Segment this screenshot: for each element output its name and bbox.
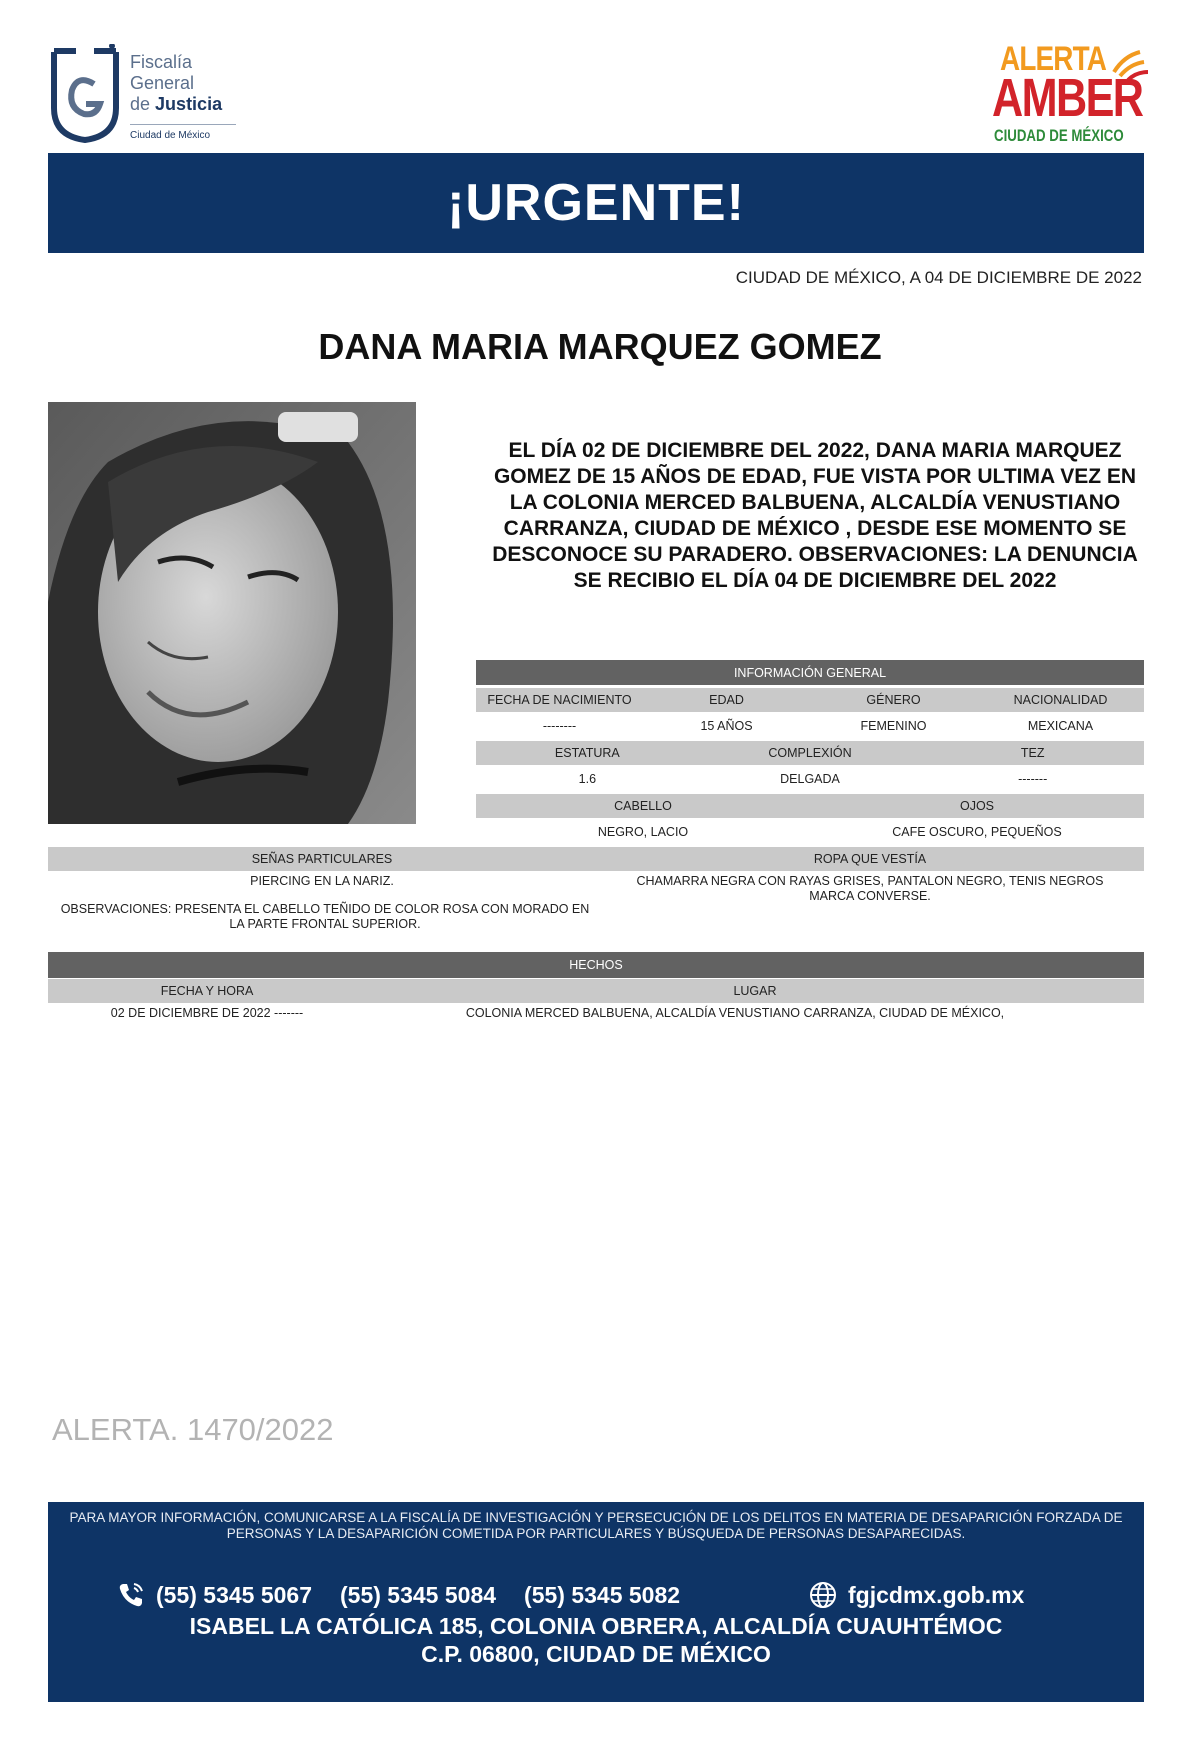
footer-phones xyxy=(116,1580,708,1610)
alert-number: ALERTA. 1470/2022 xyxy=(52,1412,334,1447)
fgj-logo-line3 xyxy=(130,94,222,115)
general-info-row1-values xyxy=(476,714,1144,738)
value-cabello: NEGRO, LACIO xyxy=(597,825,689,839)
header-senas-particulares: SEÑAS PARTICULARES xyxy=(251,852,393,866)
alerta-amber-logo xyxy=(990,40,1150,148)
phone-number-1[interactable]: (55) 5345 5067 xyxy=(156,1581,313,1608)
general-info-row1-headers xyxy=(476,688,1144,712)
general-info-header xyxy=(476,660,1144,685)
hechos-columns-row xyxy=(48,979,1144,1003)
value-edad: 15 AÑOS xyxy=(700,719,753,733)
fgj-emblem-icon xyxy=(48,44,122,144)
header-edad: EDAD xyxy=(709,693,744,707)
globe-icon xyxy=(808,1580,838,1610)
phone-number-2[interactable]: (55) 5345 5084 xyxy=(340,1581,497,1608)
footer-address xyxy=(48,1612,1144,1668)
hechos-values-row xyxy=(48,1003,1144,1023)
hechos-header xyxy=(48,952,1144,978)
fgj-logo-text xyxy=(130,52,222,115)
footer-info-text: PARA MAYOR INFORMACIÓN, COMUNICARSE A LA FISCALÍA DE INVESTIGACIÓN Y PERSECUCIÓN DE LOS DELITOS EN MATERIA DE DESAPARICIÓN FORZADA DE PERSONAS Y LA DESAPARICIÓN COMETIDA POR PARTICULARES Y BÚSQUEDA DE PERSONAS DESAPARECIDAS. xyxy=(69,1510,1123,1541)
amber-logo-alerta: ALERTA xyxy=(1000,40,1107,78)
value-estatura: 1.6 xyxy=(578,772,597,786)
header-estatura: ESTATURA xyxy=(554,746,620,760)
date-line: CIUDAD DE MÉXICO, A 04 DE DICIEMBRE DE 2022 xyxy=(735,268,1142,287)
fgj-logo xyxy=(48,44,238,148)
amber-logo-amber: AMBER xyxy=(992,68,1143,128)
value-lugar: COLONIA MERCED BALBUENA, ALCALDÍA VENUSTIANO CARRANZA, CIUDAD DE MÉXICO, xyxy=(465,1006,1005,1020)
value-complexion: DELGADA xyxy=(780,772,840,786)
value-observaciones: OBSERVACIONES: PRESENTA EL CABELLO TEÑIDO DE COLOR ROSA CON MORADO EN LA PARTE FRONTAL SUPERIOR. xyxy=(60,902,590,931)
phone-icon xyxy=(116,1580,146,1610)
header-genero: GÉNERO xyxy=(866,693,921,707)
general-info-title: INFORMACIÓN GENERAL xyxy=(733,665,887,680)
value-fecha-nacimiento: -------- xyxy=(542,719,577,733)
missing-person-photo xyxy=(48,402,416,824)
address-line1: ISABEL LA CATÓLICA 185, COLONIA OBRERA, ALCALDÍA CUAUHTÉMOC xyxy=(189,1613,1003,1639)
header-ropa-que-vestia: ROPA QUE VESTÍA xyxy=(813,852,927,866)
hechos-title: HECHOS xyxy=(569,958,623,972)
general-info-row3-values xyxy=(476,820,1144,844)
person-name: DANA MARIA MARQUEZ GOMEZ xyxy=(318,326,882,367)
general-info-row3-headers xyxy=(476,794,1144,818)
urgent-banner xyxy=(48,153,1144,253)
value-genero: FEMENINO xyxy=(860,719,927,733)
phone-number-3[interactable]: (55) 5345 5082 xyxy=(524,1581,681,1608)
value-senas-particulares: PIERCING EN LA NARIZ. xyxy=(250,874,394,888)
amber-logo-city: CIUDAD DE MÉXICO xyxy=(994,126,1124,145)
header-complexion: COMPLEXIÓN xyxy=(768,746,852,760)
value-fecha-y-hora: 02 DE DICIEMBRE DE 2022 ------- xyxy=(110,1006,304,1020)
header-cabello: CABELLO xyxy=(614,799,672,813)
fgj-logo-city: Ciudad de México xyxy=(130,130,211,141)
fgj-logo-line3-strong: Justicia xyxy=(155,94,223,114)
urgent-title: ¡URGENTE! xyxy=(447,174,745,232)
general-info-row2-headers xyxy=(476,741,1144,765)
website-link[interactable]: fgjcdmx.gob.mx xyxy=(848,1581,1025,1608)
header-fecha-nacimiento: FECHA DE NACIMIENTO xyxy=(487,693,632,707)
header-fecha-y-hora: FECHA Y HORA xyxy=(160,984,254,998)
fgj-logo-line3-prefix: de xyxy=(130,94,151,114)
address-line2: C.P. 06800, CIUDAD DE MÉXICO xyxy=(421,1641,771,1667)
footer-contact xyxy=(48,1502,1144,1702)
footer-website xyxy=(808,1580,1024,1610)
value-nacionalidad: MEXICANA xyxy=(1027,719,1094,733)
fgj-logo-divider xyxy=(130,124,236,125)
header-ojos: OJOS xyxy=(959,799,995,813)
portrait-image xyxy=(48,402,416,824)
header-lugar: LUGAR xyxy=(733,984,777,998)
fgj-logo-line2: General xyxy=(130,73,195,93)
value-ropa-que-vestia: CHAMARRA NEGRA CON RAYAS GRISES, PANTALON NEGRO, TENIS NEGROS MARCA CONVERSE. xyxy=(636,874,1104,903)
value-ojos: CAFE OSCURO, PEQUEÑOS xyxy=(892,825,1062,839)
general-info-row2-values xyxy=(476,767,1144,791)
fgj-logo-line1: Fiscalía xyxy=(130,52,193,72)
header-nacionalidad: NACIONALIDAD xyxy=(1013,693,1108,707)
value-tez: ------- xyxy=(1018,772,1048,786)
header-tez: TEZ xyxy=(1020,746,1045,760)
description-text: EL DÍA 02 DE DICIEMBRE DEL 2022, DANA MARIA MARQUEZ GOMEZ DE 15 AÑOS DE EDAD, FUE VISTA POR ULTIMA VEZ EN LA COLONIA MERCED BALBUENA, ALCALDÍA VENUSTIANO CARRANZA, CIUDAD DE MÉXICO , DESDE ESE MOMENTO SE DESCONOCE SU PARADERO. OBSERVACIONES: LA DENUNCIA SE RECIBIO EL DÍA 04 DE DICIEMBRE DEL 2022 xyxy=(492,439,1138,592)
marks-header-row xyxy=(48,847,1144,871)
